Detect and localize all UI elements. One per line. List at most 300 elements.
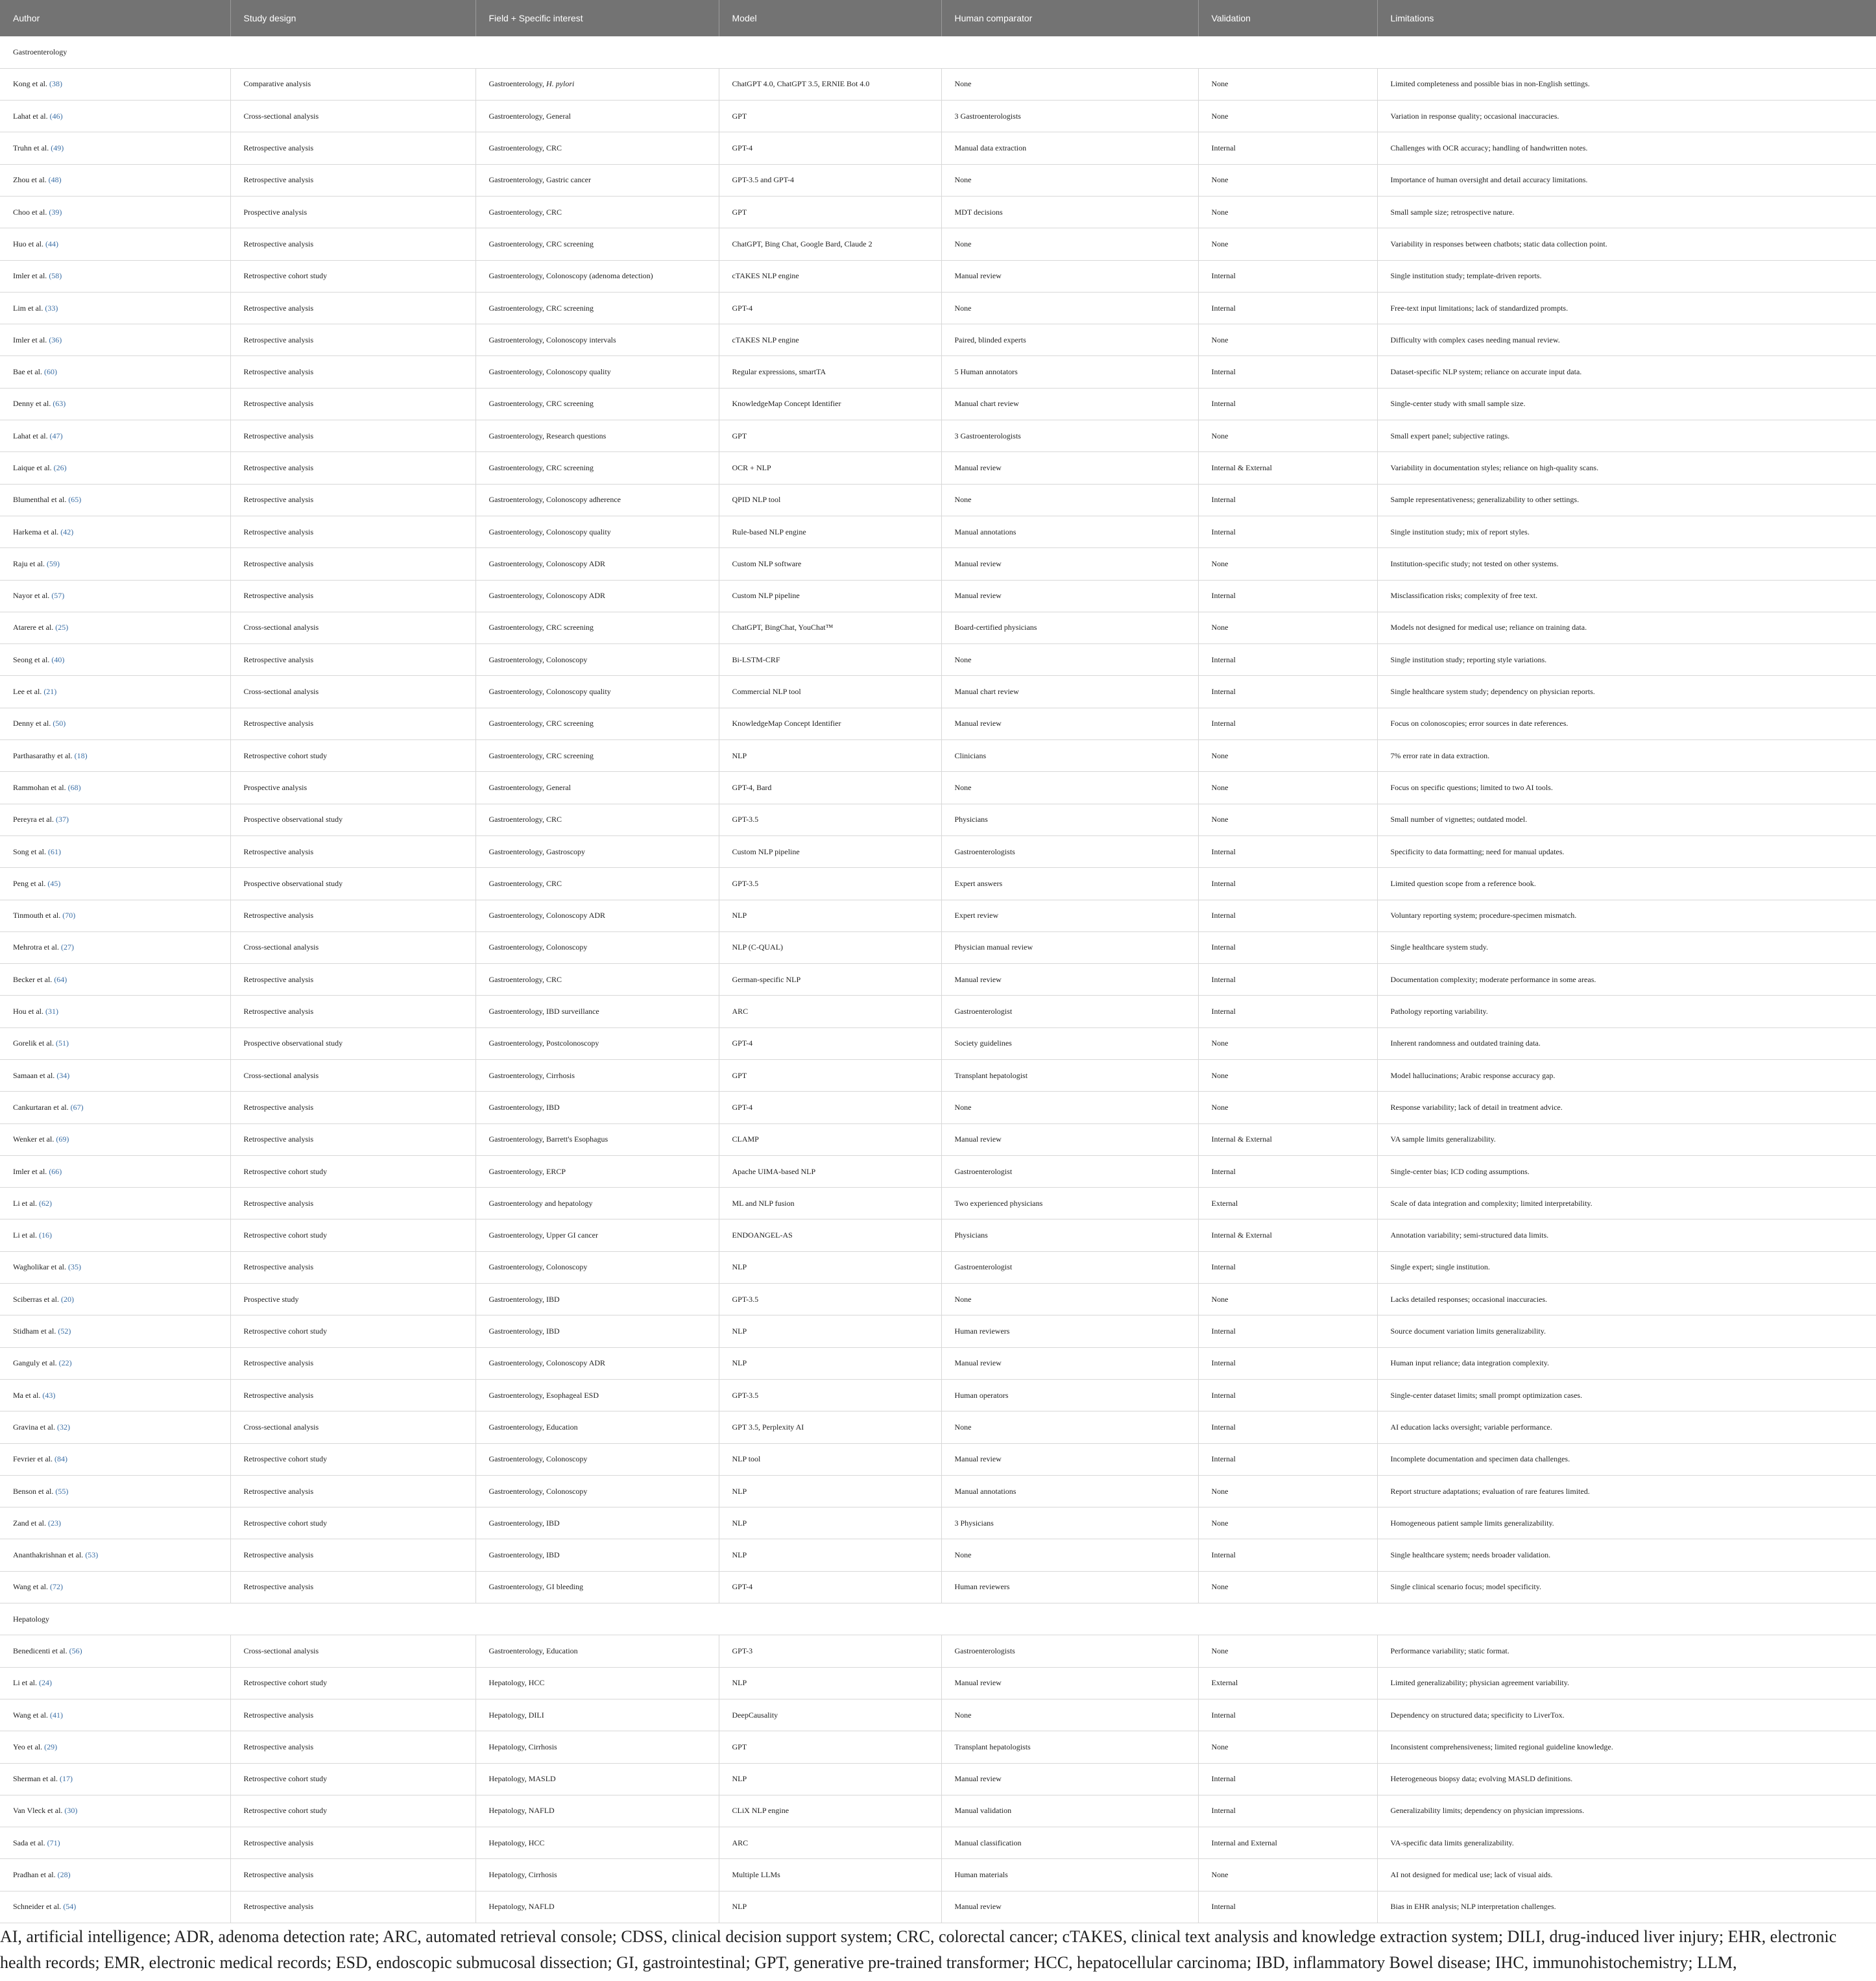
- reference-link[interactable]: (61): [48, 846, 61, 856]
- study-design-cell: Prospective study: [230, 1284, 475, 1315]
- reference-link[interactable]: (29): [44, 1742, 58, 1751]
- reference-link[interactable]: (50): [53, 719, 66, 728]
- limitations-cell: Human input reliance; data integration complexity.: [1377, 1347, 1876, 1379]
- table-row: [0, 324, 1876, 356]
- author-name: Li et al.: [13, 1198, 37, 1208]
- author-cell: [0, 196, 230, 228]
- reference-link[interactable]: (31): [45, 1007, 58, 1016]
- author-cell: [0, 1827, 230, 1859]
- comparator-cell: Manual data extraction: [941, 132, 1198, 164]
- table-row: [0, 1859, 1876, 1891]
- comparator-cell: Transplant hepatologists: [941, 1731, 1198, 1763]
- study-design-cell: Retrospective cohort study: [230, 1443, 475, 1475]
- reference-link[interactable]: (42): [60, 527, 74, 536]
- author-name: Gravina et al.: [13, 1422, 55, 1432]
- reference-link[interactable]: (62): [38, 1198, 52, 1208]
- reference-link[interactable]: (66): [49, 1166, 62, 1176]
- model-cell: Custom NLP software: [719, 548, 941, 580]
- model-cell: ChatGPT, BingChat, YouChat™: [719, 612, 941, 643]
- author-cell: [0, 68, 230, 100]
- study-design-cell: Cross-sectional analysis: [230, 101, 475, 132]
- validation-cell: Internal: [1198, 132, 1377, 164]
- limitations-cell: Documentation complexity; moderate performance in some areas.: [1377, 964, 1876, 996]
- field-cell: Gastroenterology, CRC: [475, 868, 719, 900]
- study-design-cell: Retrospective analysis: [230, 420, 475, 452]
- limitations-cell: Focus on colonoscopies; error sources in date references.: [1377, 708, 1876, 739]
- field-cell: Gastroenterology and hepatology: [475, 1188, 719, 1219]
- validation-cell: Internal: [1198, 644, 1377, 676]
- comparator-cell: None: [941, 1092, 1198, 1123]
- validation-cell: Internal: [1198, 580, 1377, 612]
- model-cell: GPT: [719, 1731, 941, 1763]
- reference-link[interactable]: (44): [45, 239, 58, 248]
- validation-cell: None: [1198, 740, 1377, 772]
- field-cell: Gastroenterology, CRC screening: [475, 452, 719, 484]
- validation-cell: Internal: [1198, 356, 1377, 388]
- author-name: Denny et al.: [13, 399, 51, 409]
- model-cell: NLP: [719, 1539, 941, 1571]
- limitations-cell: Annotation variability; semi-structured data limits.: [1377, 1219, 1876, 1251]
- model-cell: GPT-3.5 and GPT-4: [719, 164, 941, 196]
- comparator-cell: None: [941, 1539, 1198, 1571]
- author-cell: [0, 1539, 230, 1571]
- study-design-cell: Retrospective analysis: [230, 644, 475, 676]
- author-name: Sada et al.: [13, 1838, 45, 1847]
- model-cell: NLP: [719, 740, 941, 772]
- reference-link[interactable]: (72): [50, 1582, 64, 1592]
- field-cell: Hepatology, DILI: [475, 1699, 719, 1731]
- validation-cell: Internal: [1198, 931, 1377, 963]
- validation-cell: Internal: [1198, 388, 1377, 420]
- model-cell: NLP: [719, 900, 941, 931]
- limitations-cell: Inconsistent comprehensiveness; limited regional guideline knowledge.: [1377, 1731, 1876, 1763]
- table-row: [0, 1188, 1876, 1219]
- limitations-cell: Variability in responses between chatbots; static data collection point.: [1377, 228, 1876, 260]
- reference-link[interactable]: (24): [38, 1678, 52, 1688]
- limitations-cell: VA-specific data limits generalizability.: [1377, 1827, 1876, 1859]
- author-name: Stidham et al.: [13, 1327, 56, 1336]
- author-cell: [0, 708, 230, 739]
- reference-link[interactable]: (69): [56, 1135, 69, 1144]
- study-design-cell: Retrospective analysis: [230, 996, 475, 1027]
- comparator-cell: Physicians: [941, 1219, 1198, 1251]
- comparator-cell: None: [941, 292, 1198, 324]
- table-row: [0, 420, 1876, 452]
- reference-link[interactable]: (22): [58, 1358, 72, 1368]
- comparator-cell: None: [941, 228, 1198, 260]
- author-name: Van Vleck et al.: [13, 1806, 63, 1816]
- author-cell: [0, 772, 230, 804]
- limitations-cell: Limited question scope from a reference book.: [1377, 868, 1876, 900]
- comparator-cell: Physician manual review: [941, 931, 1198, 963]
- reference-link[interactable]: (20): [60, 1294, 74, 1304]
- model-cell: GPT: [719, 1060, 941, 1092]
- field-cell: Gastroenterology, Barrett's Esophagus: [475, 1123, 719, 1155]
- reference-link[interactable]: (84): [54, 1454, 67, 1464]
- field-cell: Hepatology, Cirrhosis: [475, 1731, 719, 1763]
- comparator-cell: Human materials: [941, 1859, 1198, 1891]
- study-design-cell: Retrospective analysis: [230, 1347, 475, 1379]
- model-cell: NLP: [719, 1507, 941, 1539]
- validation-cell: Internal: [1198, 900, 1377, 931]
- model-cell: ChatGPT 4.0, ChatGPT 3.5, ERNIE Bot 4.0: [719, 68, 941, 100]
- model-cell: QPID NLP tool: [719, 484, 941, 516]
- limitations-cell: VA sample limits generalizability.: [1377, 1123, 1876, 1155]
- author-name: Song et al.: [13, 846, 46, 856]
- limitations-cell: Models not designed for medical use; reliance on training data.: [1377, 612, 1876, 643]
- table-row: [0, 1379, 1876, 1411]
- author-name: Sciberras et al.: [13, 1294, 59, 1304]
- reference-link[interactable]: (16): [38, 1231, 52, 1240]
- validation-cell: None: [1198, 1092, 1377, 1123]
- author-cell: [0, 804, 230, 835]
- study-design-cell: Retrospective analysis: [230, 1859, 475, 1891]
- study-design-cell: Cross-sectional analysis: [230, 1060, 475, 1092]
- author-name: Denny et al.: [13, 719, 51, 728]
- model-cell: ENDOANGEL-AS: [719, 1219, 941, 1251]
- field-cell: Gastroenterology, CRC screening: [475, 388, 719, 420]
- study-design-cell: Retrospective cohort study: [230, 1155, 475, 1187]
- comparator-cell: None: [941, 1284, 1198, 1315]
- table-row: [0, 835, 1876, 867]
- comparator-cell: Expert answers: [941, 868, 1198, 900]
- study-design-cell: Retrospective cohort study: [230, 1507, 475, 1539]
- limitations-cell: Variation in response quality; occasional inaccuracies.: [1377, 101, 1876, 132]
- reference-link[interactable]: (55): [55, 1486, 69, 1496]
- limitations-cell: Importance of human oversight and detail accuracy limitations.: [1377, 164, 1876, 196]
- validation-cell: None: [1198, 1475, 1377, 1507]
- author-cell: [0, 1060, 230, 1092]
- reference-link[interactable]: (59): [46, 558, 60, 568]
- reference-link[interactable]: (32): [56, 1422, 70, 1432]
- reference-link[interactable]: (38): [49, 79, 62, 89]
- study-design-cell: Retrospective analysis: [230, 1379, 475, 1411]
- model-cell: NLP: [719, 1891, 941, 1923]
- comparator-cell: Manual review: [941, 1763, 1198, 1795]
- limitations-cell: Single healthcare system; needs broader validation.: [1377, 1539, 1876, 1571]
- field-cell: Gastroenterology, GI bleeding: [475, 1571, 719, 1603]
- comparator-cell: Manual annotations: [941, 1475, 1198, 1507]
- limitations-cell: Response variability; lack of detail in treatment advice.: [1377, 1092, 1876, 1123]
- reference-link[interactable]: (27): [60, 942, 74, 952]
- author-cell: [0, 1092, 230, 1123]
- reference-link[interactable]: (64): [54, 974, 67, 984]
- comparator-cell: 5 Human annotators: [941, 356, 1198, 388]
- author-cell: [0, 1699, 230, 1731]
- reference-link[interactable]: (33): [45, 303, 58, 313]
- comparator-cell: Paired, blinded experts: [941, 324, 1198, 356]
- model-cell: Commercial NLP tool: [719, 676, 941, 708]
- author-name: Zand et al.: [13, 1518, 46, 1528]
- reference-link[interactable]: (25): [55, 623, 69, 632]
- reference-link[interactable]: (37): [55, 815, 69, 824]
- table-row: [0, 1411, 1876, 1443]
- reference-link[interactable]: (68): [67, 782, 81, 792]
- comparator-cell: Human operators: [941, 1379, 1198, 1411]
- limitations-cell: Single-center bias; ICD coding assumptions.: [1377, 1155, 1876, 1187]
- table-row: [0, 260, 1876, 292]
- study-design-cell: Retrospective analysis: [230, 835, 475, 867]
- author-cell: [0, 260, 230, 292]
- model-cell: CLAMP: [719, 1123, 941, 1155]
- field-cell: Gastroenterology, CRC screening: [475, 292, 719, 324]
- reference-link[interactable]: (51): [55, 1039, 69, 1048]
- reference-link[interactable]: (53): [85, 1550, 99, 1560]
- comparator-cell: Gastroenterologists: [941, 1635, 1198, 1667]
- author-name: Benedicenti et al.: [13, 1646, 67, 1655]
- reference-link[interactable]: (30): [64, 1806, 78, 1816]
- comparator-cell: Board-certified physicians: [941, 612, 1198, 643]
- comparator-cell: Human reviewers: [941, 1315, 1198, 1347]
- table-body: [0, 36, 1876, 1923]
- reference-link[interactable]: (63): [53, 399, 66, 409]
- table-row: [0, 1347, 1876, 1379]
- study-design-cell: Retrospective analysis: [230, 164, 475, 196]
- limitations-cell: Homogeneous patient sample limits generalizability.: [1377, 1507, 1876, 1539]
- study-design-cell: Prospective analysis: [230, 196, 475, 228]
- comparator-cell: Manual review: [941, 452, 1198, 484]
- author-name: Fevrier et al.: [13, 1454, 53, 1464]
- validation-cell: Internal: [1198, 1155, 1377, 1187]
- reference-link[interactable]: (54): [63, 1902, 77, 1912]
- table-header: [0, 0, 1876, 36]
- reference-link[interactable]: (23): [47, 1518, 61, 1528]
- reference-link[interactable]: (48): [48, 175, 62, 185]
- field-cell: Gastroenterology, Colonoscopy adherence: [475, 484, 719, 516]
- field-cell: Hepatology, NAFLD: [475, 1795, 719, 1827]
- validation-cell: None: [1198, 228, 1377, 260]
- model-cell: NLP: [719, 1667, 941, 1699]
- reference-link[interactable]: (65): [68, 495, 82, 505]
- field-cell: Gastroenterology, IBD: [475, 1539, 719, 1571]
- author-cell: [0, 1315, 230, 1347]
- field-cell: Hepatology, MASLD: [475, 1763, 719, 1795]
- field-cell: Gastroenterology, Colonoscopy quality: [475, 356, 719, 388]
- field-cell: Gastroenterology, Colonoscopy: [475, 1443, 719, 1475]
- study-design-cell: Prospective analysis: [230, 772, 475, 804]
- author-cell: [0, 548, 230, 580]
- reference-link[interactable]: (28): [57, 1870, 71, 1880]
- reference-link[interactable]: (36): [49, 335, 62, 344]
- study-design-cell: Retrospective analysis: [230, 1731, 475, 1763]
- model-cell: GPT 3.5, Perplexity AI: [719, 1411, 941, 1443]
- limitations-cell: Scale of data integration and complexity; limited interpretability.: [1377, 1188, 1876, 1219]
- table-row: [0, 580, 1876, 612]
- table-row: [0, 676, 1876, 708]
- reference-link[interactable]: (52): [58, 1327, 71, 1336]
- reference-link[interactable]: (18): [74, 750, 88, 760]
- field-cell: Hepatology, NAFLD: [475, 1891, 719, 1923]
- model-cell: OCR + NLP: [719, 452, 941, 484]
- limitations-cell: Performance variability; static format.: [1377, 1635, 1876, 1667]
- column-header-author: Author: [0, 0, 230, 36]
- reference-link[interactable]: (34): [56, 1070, 70, 1080]
- author-name: Huo et al.: [13, 239, 43, 248]
- field-cell: [475, 68, 719, 100]
- reference-link[interactable]: (57): [51, 591, 65, 601]
- comparator-cell: None: [941, 164, 1198, 196]
- validation-cell: Internal: [1198, 996, 1377, 1027]
- validation-cell: Internal: [1198, 1891, 1377, 1923]
- study-design-cell: Retrospective analysis: [230, 516, 475, 547]
- author-cell: [0, 1251, 230, 1283]
- author-name: Pereyra et al.: [13, 815, 54, 824]
- author-cell: [0, 740, 230, 772]
- author-cell: [0, 1795, 230, 1827]
- author-name: Atarere et al.: [13, 623, 54, 632]
- model-cell: cTAKES NLP engine: [719, 260, 941, 292]
- comparator-cell: Manual chart review: [941, 388, 1198, 420]
- limitations-cell: Small expert panel; subjective ratings.: [1377, 420, 1876, 452]
- reference-link[interactable]: (17): [59, 1774, 73, 1784]
- study-design-cell: Retrospective cohort study: [230, 1763, 475, 1795]
- validation-cell: Internal: [1198, 1347, 1377, 1379]
- author-cell: [0, 484, 230, 516]
- limitations-cell: Sample representativeness; generalizability to other settings.: [1377, 484, 1876, 516]
- table-row: [0, 612, 1876, 643]
- limitations-cell: Dependency on structured data; specificity to LiverTox.: [1377, 1699, 1876, 1731]
- reference-link[interactable]: (56): [69, 1646, 82, 1655]
- limitations-cell: Incomplete documentation and specimen data challenges.: [1377, 1443, 1876, 1475]
- comparator-cell: Manual review: [941, 1891, 1198, 1923]
- section-title: Gastroenterology: [0, 36, 1876, 68]
- validation-cell: None: [1198, 164, 1377, 196]
- validation-cell: Internal: [1198, 1795, 1377, 1827]
- author-cell: [0, 452, 230, 484]
- field-cell: Gastroenterology, Colonoscopy quality: [475, 516, 719, 547]
- reference-link[interactable]: (41): [50, 1710, 64, 1720]
- author-cell: [0, 420, 230, 452]
- model-cell: KnowledgeMap Concept Identifier: [719, 708, 941, 739]
- author-cell: [0, 132, 230, 164]
- table-row: [0, 1219, 1876, 1251]
- model-cell: ML and NLP fusion: [719, 1188, 941, 1219]
- study-design-cell: Retrospective analysis: [230, 1123, 475, 1155]
- limitations-cell: Voluntary reporting system; procedure-specimen mismatch.: [1377, 900, 1876, 931]
- reference-link[interactable]: (60): [43, 367, 57, 377]
- author-name: Seong et al.: [13, 654, 50, 664]
- study-design-cell: Cross-sectional analysis: [230, 1411, 475, 1443]
- field-cell: Gastroenterology, Colonoscopy ADR: [475, 580, 719, 612]
- study-design-cell: Retrospective analysis: [230, 388, 475, 420]
- table-row: [0, 1123, 1876, 1155]
- field-cell: Gastroenterology, CRC: [475, 964, 719, 996]
- author-name: Ananthakrishnan et al.: [13, 1550, 84, 1560]
- author-cell: [0, 164, 230, 196]
- field-cell: Gastroenterology, Colonoscopy: [475, 644, 719, 676]
- author-cell: [0, 1507, 230, 1539]
- field-cell: Gastroenterology, General: [475, 101, 719, 132]
- validation-cell: Internal: [1198, 1443, 1377, 1475]
- reference-link[interactable]: (67): [70, 1102, 84, 1112]
- author-cell: [0, 292, 230, 324]
- table-row: [0, 1571, 1876, 1603]
- reference-link[interactable]: (58): [49, 271, 62, 281]
- reference-link[interactable]: (39): [49, 207, 62, 217]
- reference-link[interactable]: (26): [53, 463, 67, 472]
- validation-cell: None: [1198, 1284, 1377, 1315]
- reference-link[interactable]: (35): [68, 1262, 82, 1272]
- limitations-cell: Single-center dataset limits; small prompt optimization cases.: [1377, 1379, 1876, 1411]
- limitations-cell: Difficulty with complex cases needing manual review.: [1377, 324, 1876, 356]
- author-cell: [0, 1571, 230, 1603]
- field-cell: Gastroenterology, Colonoscopy: [475, 931, 719, 963]
- comparator-cell: Gastroenterologist: [941, 1155, 1198, 1187]
- reference-link[interactable]: (40): [51, 654, 65, 664]
- author-name: Peng et al.: [13, 878, 46, 888]
- table-row: [0, 1284, 1876, 1315]
- validation-cell: Internal: [1198, 1315, 1377, 1347]
- model-cell: Custom NLP pipeline: [719, 580, 941, 612]
- section-row: [0, 36, 1876, 68]
- field-cell: Gastroenterology, General: [475, 772, 719, 804]
- limitations-cell: Bias in EHR analysis; NLP interpretation challenges.: [1377, 1891, 1876, 1923]
- reference-link[interactable]: (70): [62, 911, 76, 920]
- column-header-model: Model: [719, 0, 941, 36]
- field-cell: Gastroenterology, Education: [475, 1411, 719, 1443]
- limitations-cell: AI education lacks oversight; variable performance.: [1377, 1411, 1876, 1443]
- field-cell: Gastroenterology, IBD: [475, 1092, 719, 1123]
- author-name: Li et al.: [13, 1678, 37, 1688]
- validation-cell: Internal & External: [1198, 1123, 1377, 1155]
- model-cell: GPT: [719, 196, 941, 228]
- reference-link[interactable]: (46): [49, 111, 63, 121]
- field-cell: Gastroenterology, Research questions: [475, 420, 719, 452]
- validation-cell: None: [1198, 612, 1377, 643]
- model-cell: CLiX NLP engine: [719, 1795, 941, 1827]
- comparator-cell: Clinicians: [941, 740, 1198, 772]
- column-header-human-comparator: Human comparator: [941, 0, 1198, 36]
- author-name: Schneider et al.: [13, 1902, 62, 1912]
- table-row: [0, 996, 1876, 1027]
- table-row: [0, 1667, 1876, 1699]
- study-design-cell: Retrospective analysis: [230, 292, 475, 324]
- model-cell: GPT-3.5: [719, 1284, 941, 1315]
- model-cell: NLP: [719, 1475, 941, 1507]
- reference-link[interactable]: (43): [42, 1390, 56, 1400]
- reference-link[interactable]: (49): [51, 143, 64, 153]
- author-cell: [0, 1475, 230, 1507]
- author-name: Lahat et al.: [13, 431, 48, 440]
- author-cell: [0, 1379, 230, 1411]
- reference-link[interactable]: (45): [47, 878, 61, 888]
- table-row: [0, 1763, 1876, 1795]
- reference-link[interactable]: (71): [47, 1838, 60, 1847]
- author-cell: [0, 1635, 230, 1667]
- validation-cell: Internal: [1198, 1763, 1377, 1795]
- comparator-cell: Human reviewers: [941, 1571, 1198, 1603]
- reference-link[interactable]: (47): [49, 431, 63, 440]
- author-name: Wang et al.: [13, 1710, 49, 1720]
- author-name: Blumenthal et al.: [13, 495, 67, 505]
- limitations-cell: Report structure adaptations; evaluation of rare features limited.: [1377, 1475, 1876, 1507]
- limitations-cell: Single institution study; template-driven reports.: [1377, 260, 1876, 292]
- study-design-cell: Cross-sectional analysis: [230, 676, 475, 708]
- study-design-cell: Prospective observational study: [230, 868, 475, 900]
- validation-cell: Internal: [1198, 708, 1377, 739]
- limitations-cell: Source document variation limits generalizability.: [1377, 1315, 1876, 1347]
- table-row: [0, 1060, 1876, 1092]
- author-cell: [0, 1443, 230, 1475]
- comparator-cell: Gastroenterologist: [941, 996, 1198, 1027]
- table-row: [0, 1315, 1876, 1347]
- model-cell: Bi-LSTM-CRF: [719, 644, 941, 676]
- comparator-cell: Manual review: [941, 964, 1198, 996]
- reference-link[interactable]: (21): [43, 687, 57, 697]
- author-cell: [0, 931, 230, 963]
- author-cell: [0, 1859, 230, 1891]
- study-design-cell: Retrospective analysis: [230, 1699, 475, 1731]
